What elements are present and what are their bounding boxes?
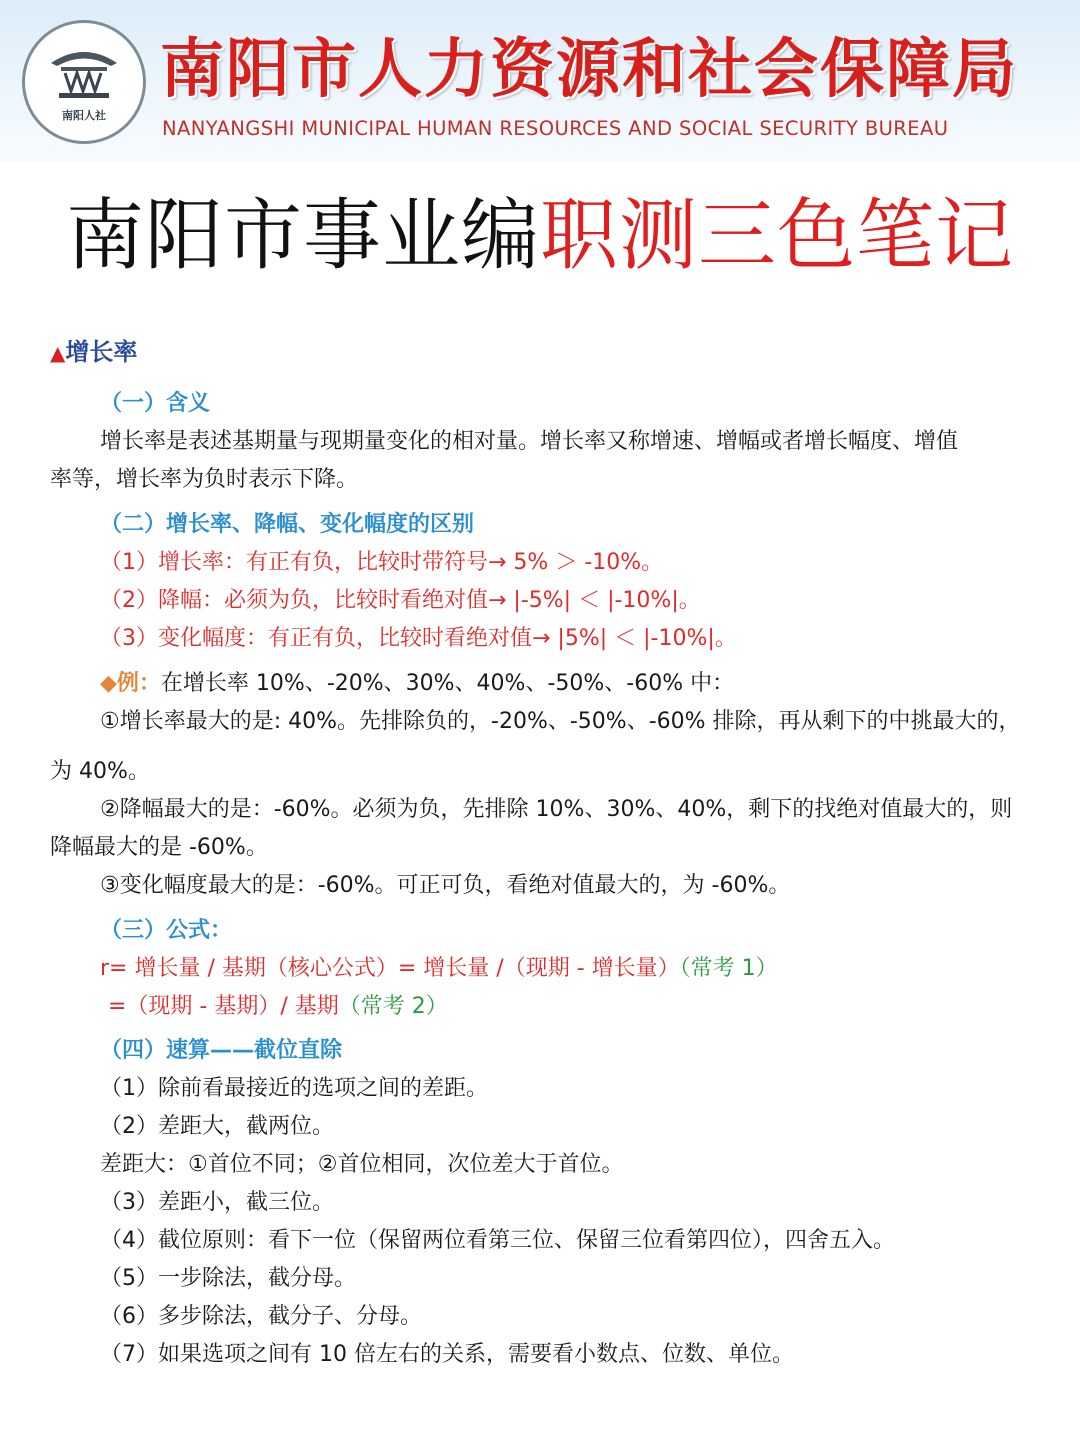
title-black-part: 南阳市事业编 [65, 191, 540, 281]
header-banner [0, 0, 1080, 162]
section-2-item-2: （2）降幅：必须为负，比较时看绝对值→ |-5%| ＜ |-10%|。 [100, 588, 701, 613]
list-item: （6）多步除法，截分子、分母。 [100, 1304, 422, 1329]
triangle-icon: ▲ [50, 341, 66, 365]
main-heading-text: 增长率 [65, 338, 138, 366]
formula-2-note: （常考 2） [338, 994, 448, 1019]
formula-line-2 [108, 989, 1008, 1025]
formula-1-note: （常考 1） [679, 956, 778, 981]
list-item: 差距大：①首位不同；②首位相同，次位差大于首位。 [100, 1152, 624, 1177]
title-red-part: 职测三色笔记 [540, 191, 1015, 281]
example-text: 在增长率 10%、-20%、30%、40%、-50%、-60% 中： [160, 671, 735, 696]
list-item: （4）截位原则：看下一位（保留两位看第三位、保留三位看第四位），四舍五入。 [100, 1228, 895, 1253]
bureau-logo [22, 20, 146, 144]
org-name-en: NANYANGSHI MUNICIPAL HUMAN RESOURCES AND SOCIAL SECURITY BUREAU [162, 117, 949, 140]
section-1-para-line-2: 率等，增长率为负时表示下降。 [50, 467, 359, 492]
section-2-item-1: （1）增长率：有正有负，比较时带符号→ 5% ＞ -10%。 [100, 550, 664, 575]
list-item: （3）差距小，截三位。 [100, 1190, 334, 1215]
page-title [0, 186, 1080, 286]
section-1-para-line-1: 增长率是表述基期量与现期量变化的相对量。增长率又称增速、增幅或者增长幅度、增值 [100, 429, 959, 454]
example-1-line-1: ①增长率最大的是: 40%。先排除负的，-20%、-50%、-60% 排除，再从剩下的中挑最大的， [100, 709, 1021, 734]
section-2-item-3: （3）变化幅度：有正有负，比较时看绝对值→ |5%| ＜ |-10%|。 [100, 626, 737, 651]
pavilion-icon [25, 23, 143, 141]
main-heading [50, 334, 1050, 370]
formula-1-text: r= 增长量 / 基期（核心公式）= 增长量 /（现期 - 增长量） [100, 956, 680, 981]
example-label: ◆例： [100, 671, 161, 696]
list-item: （5）一步除法，截分母。 [100, 1266, 356, 1291]
example-3-line: ③变化幅度最大的是：-60%。可正可负，看绝对值最大的，为 -60%。 [100, 873, 791, 898]
list-item: （1）除前看最接近的选项之间的差距。 [100, 1076, 488, 1101]
section-1-heading: （一）含义 [100, 391, 211, 416]
section-2-heading: （二）增长率、降幅、变化幅度的区别 [100, 512, 475, 537]
example-2-line-1: ②降幅最大的是：-60%。必须为负，先排除 10%、30%、40%，剩下的找绝对值最大的，则 [100, 797, 1013, 822]
list-item: （7）如果选项之间有 10 倍左右的关系，需要看小数点、位数、单位。 [100, 1342, 794, 1367]
section-3-heading: （三）公式： [100, 918, 233, 943]
example-line [100, 666, 1060, 702]
section-4-heading: （四）速算——截位直除 [100, 1038, 343, 1063]
formula-line-1 [100, 951, 1060, 987]
org-name-cn: 南阳市人力资源和社会保障局 [160, 33, 1018, 107]
logo-caption: 南阳人社 [62, 109, 106, 122]
list-item: （2）差距大，截两位。 [100, 1114, 334, 1139]
formula-2-text: =（现期 - 基期）/ 基期 [108, 994, 339, 1019]
example-2-line-2: 降幅最大的是 -60%。 [50, 835, 268, 860]
example-1-line-2: 为 40%。 [50, 759, 150, 784]
